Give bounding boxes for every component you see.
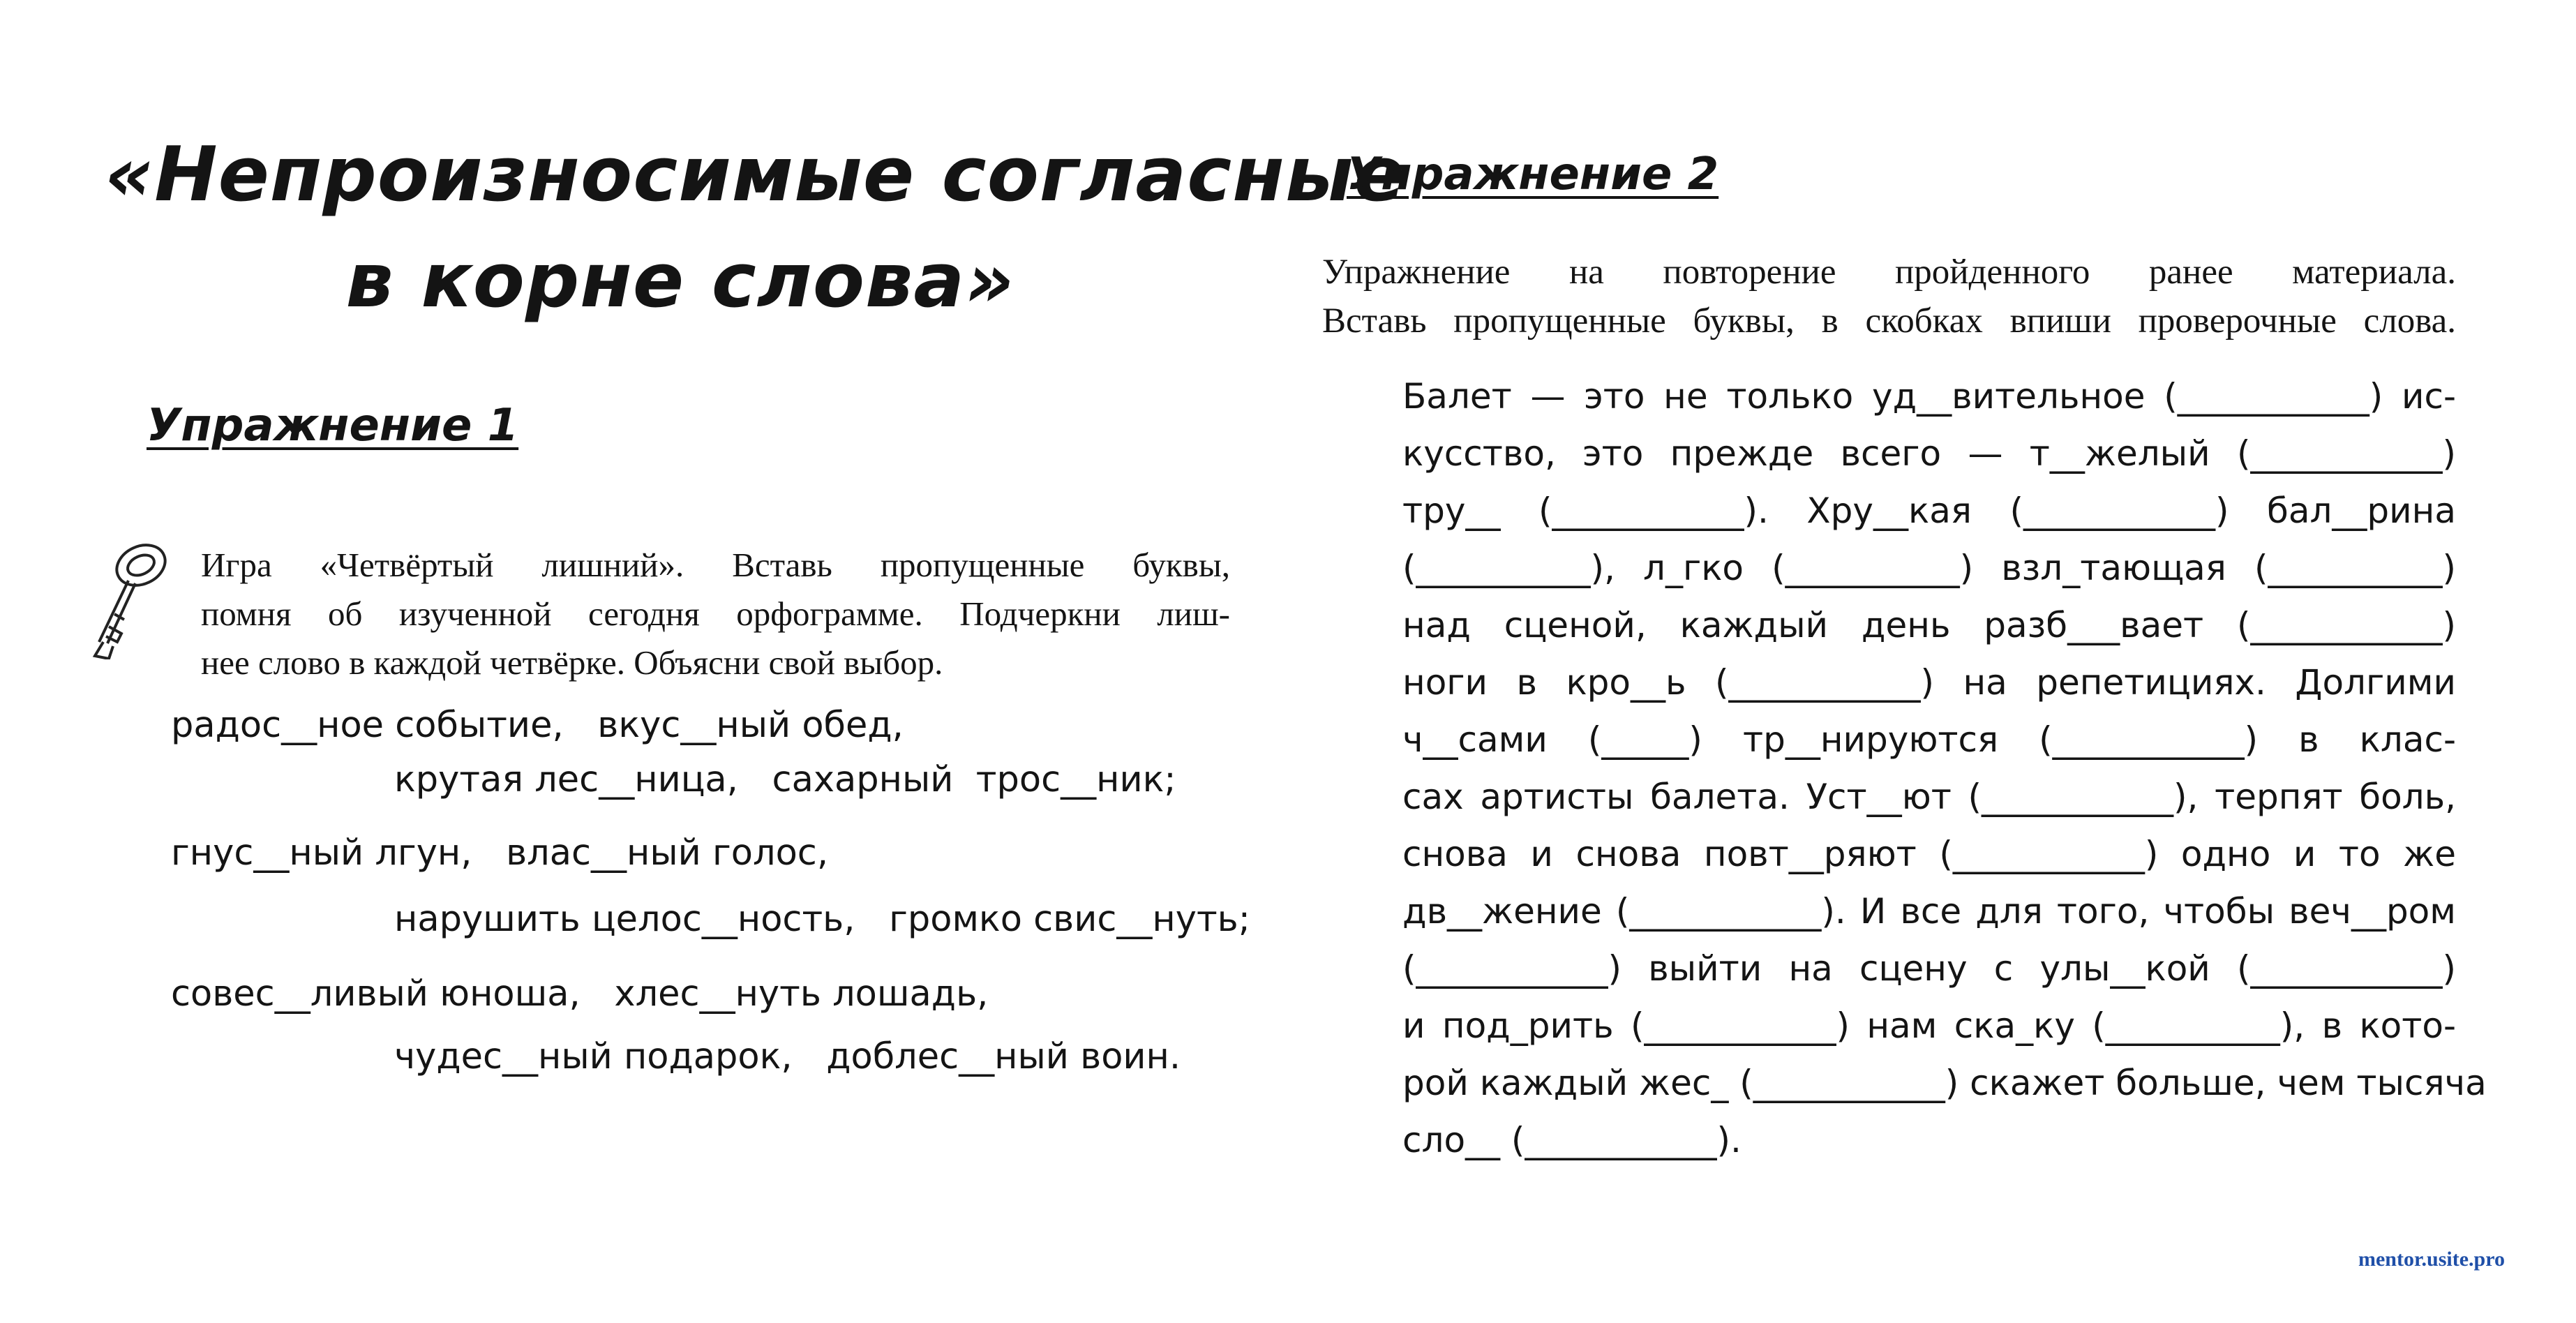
exercise-2-text (1402, 368, 2487, 1169)
watermark: mentor.usite.pro (2358, 1248, 2505, 1271)
word-pair-line: гнус__ный лгун, влас__ный голос, (171, 832, 829, 874)
page-title (105, 122, 1406, 334)
exercise-2-heading: Упражнение 2 (1347, 149, 1719, 200)
exercise-1-heading: Упражнение 1 (147, 400, 519, 451)
title-line-2: в корне слова» (345, 237, 1015, 324)
title-line-1: «Непроизносимые согласные (105, 131, 1406, 218)
text-line: (___________) выйти на сцену с улы__кой (___________) (1402, 948, 2456, 989)
exercise-2-instruction (1322, 248, 2456, 345)
text-line: снова и снова повт__ряют (___________) одно и то же (1402, 834, 2456, 874)
word-pair-line: нарушить целос__ность, громко свис__нуть; (394, 899, 1250, 940)
text-line: ноги в кро__ь (___________) на репетициях. Долгими (1402, 662, 2456, 703)
text-line: сло__ (___________). (1402, 1120, 1742, 1160)
text-line: и под_рить (___________) нам ска_ку (__________), в кото- (1402, 1006, 2456, 1046)
text-line: сах артисты балета. Уст__ют (___________), терпят боль, (1402, 777, 2456, 817)
instruction-line: Вставь пропущенные буквы, в скобках впиши проверочные слова. (1322, 301, 2456, 341)
key-icon (85, 537, 172, 659)
instruction-line: нее слово в каждой четвёрке. Объясни свой выбор. (201, 643, 943, 682)
word-pair-line: совес__ливый юноша, хлес__нуть лошадь, (171, 973, 989, 1015)
instruction-line: Упражнение на повторение пройденного ранее материала. (1322, 253, 2456, 292)
text-line: над сценой, каждый день разб___вает (___________) (1402, 605, 2456, 645)
text-line: дв__жение (___________). И все для того, чтобы веч__ром (1402, 891, 2456, 932)
word-pair-line: крутая лес__ница, сахарный трос__ник; (394, 759, 1176, 800)
text-line: ч__сами (_____) тр__нируются (___________) в клас- (1402, 719, 2456, 760)
text-line: кусство, это прежде всего — т__желый (___________) (1402, 433, 2456, 474)
exercise-1-instruction (201, 541, 1230, 687)
text-line: рой каждый жес_ (___________) скажет больше, чем тысяча (1402, 1063, 2487, 1103)
instruction-line: помня об изученной сегодня орфограмме. Подчеркни лиш- (201, 595, 1230, 633)
instruction-line: Игра «Четвёртый лишний». Вставь пропущенные буквы, (201, 546, 1230, 584)
text-line: Балет — это не только уд__вительное (___________) ис- (1402, 376, 2456, 417)
word-pair-line: чудес__ный подарок, доблес__ный воин. (394, 1036, 1181, 1077)
text-line: (__________), л_гко (__________) взл_тающая (__________) (1402, 548, 2456, 588)
text-line: тру__ (___________). Хру__кая (___________) бал__рина (1402, 491, 2456, 531)
word-pair-line: радос__ное событие, вкус__ный обед, (171, 705, 904, 746)
